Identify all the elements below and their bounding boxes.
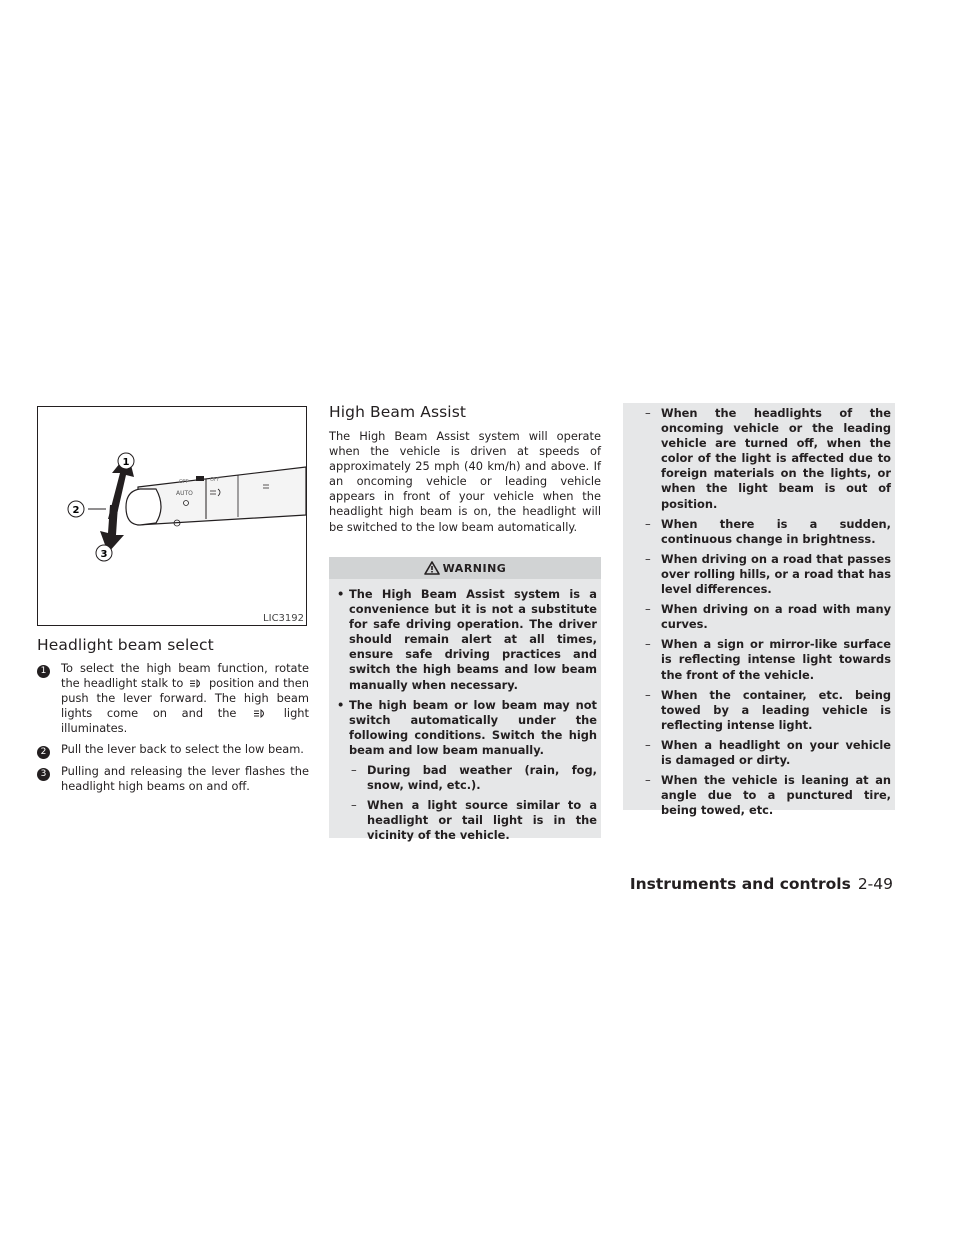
- condition-item: – During bad weather (rain, fog, snow, wind, etc.).: [351, 763, 597, 793]
- condition-item: – When a headlight on your vehicle is damaged or dirty.: [645, 737, 891, 767]
- condition-item: – When the container, etc. being towed by a leading vehicle is reflecting intense light.: [645, 687, 891, 732]
- condition-item: – When the headlights of the oncoming vehicle or the leading vehicle are turned off, when the color of the light is affected due to foreign materials on the lights, or when the light beam is out of position.: [645, 406, 891, 511]
- section-heading-hba: High Beam Assist: [329, 403, 467, 421]
- section-heading: Headlight beam select: [37, 636, 214, 654]
- headlight-beam-select-section: [37, 636, 309, 800]
- step-1-text-c: light illuminates.: [61, 706, 309, 736]
- step-2: [37, 742, 309, 757]
- step-1-text-a: To select the high beam function, rotate the headlight stalk to: [61, 661, 309, 691]
- auto-label: AUTO: [176, 490, 193, 497]
- warning-box: [329, 557, 601, 843]
- step-number-1: 1: [37, 662, 50, 678]
- off-label-2: OFF: [210, 477, 220, 483]
- warning-triangle-icon: [424, 561, 440, 575]
- headlight-stalk-figure: [37, 406, 307, 626]
- high-beam-icon: [189, 679, 203, 688]
- off-label-1: OFF: [179, 479, 189, 485]
- high-beam-indicator-icon: [253, 709, 267, 718]
- footer-section-title: Instruments and controls: [629, 875, 851, 893]
- high-beam-assist-section: [329, 403, 601, 535]
- warning-bullet-2: • The high beam or low beam may not switch automatically under the following conditions. Switch the high beam and low beam manually.: [337, 697, 597, 757]
- warning-bullet-1: • The High Beam Assist system is a convenience but it is not a substitute for safe driving operation. The driver should remain alert at all times, ensure safe driving practices and switch the high beams and low beam manually when necessary.: [337, 587, 597, 692]
- callout-1: 1: [122, 457, 130, 468]
- headlight-stalk-illustration: [38, 407, 306, 625]
- condition-item: – When driving on a road that passes over rolling hills, or a road that has level differences.: [645, 551, 891, 597]
- step-number-3: 3: [37, 765, 50, 781]
- page-number: 2-49: [857, 875, 893, 893]
- step-3-text: Pulling and releasing the lever flashes the headlight high beams on and off.: [61, 763, 309, 793]
- warning-box-continued: [623, 403, 895, 818]
- step-1-text-b: position and then push the lever forward. The high beam lights come on and the: [61, 676, 309, 721]
- callout-3: 3: [100, 549, 108, 560]
- condition-item: – When a sign or mirror-like surface is reflecting intense light towards the front of the vehicle.: [645, 637, 891, 682]
- warning-header: [329, 557, 601, 579]
- condition-item: – When driving on a road with many curves.: [645, 602, 891, 632]
- page-footer: [630, 875, 893, 893]
- step-2-text: Pull the lever back to select the low beam.: [61, 742, 304, 757]
- condition-item: – When the vehicle is leaning at an angle due to a punctured tire, being towed, etc.: [645, 773, 891, 818]
- step-number-2: 2: [37, 743, 50, 759]
- step-3: [37, 764, 309, 794]
- warning-title: WARNING: [442, 561, 507, 575]
- condition-item: – When there is a sudden, continuous change in brightness.: [645, 516, 891, 546]
- condition-item: – When a light source similar to a headlight or tail light is in the vicinity of the vehicle.: [351, 798, 597, 843]
- figure-code: LIC3192: [263, 613, 304, 624]
- hba-intro: The High Beam Assist system will operate when the vehicle is driven at speeds of approximately 25 mph (40 km/h) and above. If an oncoming vehicle or leading vehicle appears in front of your vehicle when the headlight high beam is on, the headlight will be switched to the low beam automatically.: [329, 429, 601, 534]
- callout-2: 2: [72, 505, 80, 516]
- step-1: [37, 661, 309, 736]
